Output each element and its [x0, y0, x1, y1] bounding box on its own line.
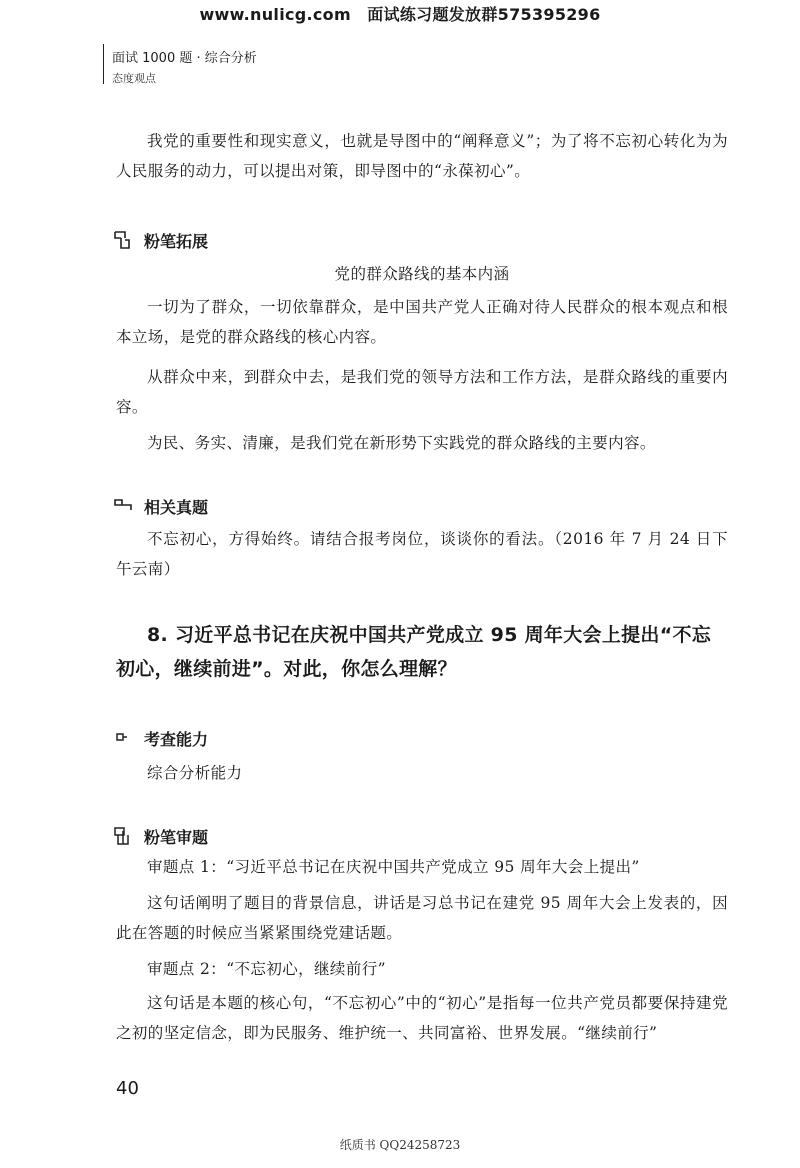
question-8: 8. 习近平总书记在庆祝中国共产党成立 95 周年大会上提出“不忘初心，继续前进”。对此，你怎么理解？ — [116, 624, 712, 680]
header-rule — [103, 44, 104, 84]
expansion-paragraph-2: 从群众中来，到群众中去，是我们党的领导方法和工作方法，是群众路线的重要内容。 — [116, 368, 728, 416]
review-point-1-title: 审题点 1：“习近平总书记在庆祝中国共产党成立 95 周年大会上提出” — [147, 858, 640, 876]
continuation-paragraph: 我党的重要性和现实意义，也就是导图中的“阐释意义”；为了将不忘初心转化为为人民服务的动力，可以提出对策，即导图中的“永葆初心”。 — [116, 132, 728, 180]
expansion-icon — [112, 229, 134, 251]
related-question: 不忘初心，方得始终。请结合报考岗位，谈谈你的看法。（2016 年 7 月 24 日下午云南） — [116, 530, 728, 578]
expansion-label: 粉笔拓展 — [144, 231, 209, 251]
related-label: 相关真题 — [144, 497, 209, 517]
page-number: 40 — [116, 1078, 139, 1099]
ability-text: 综合分析能力 — [147, 764, 243, 782]
review-point-2-title: 审题点 2：“不忘初心，继续前行” — [147, 960, 386, 978]
expansion-paragraph-1: 一切为了群众，一切依靠群众，是中国共产党人正确对待人民群众的根本观点和根本立场，是党的群众路线的核心内容。 — [116, 298, 728, 346]
top-banner: www.nulicg.com 面试练习题发放群575395296 — [199, 5, 601, 24]
expansion-title: 党的群众路线的基本内涵 — [334, 265, 510, 283]
review-point-1-text: 这句话阐明了题目的背景信息，讲话是习总书记在建党 95 周年大会上发表的，因此在答题的时候应当紧紧围绕党建话题。 — [116, 894, 728, 942]
related-heading — [112, 494, 208, 518]
running-header-subtitle: 态度观点 — [112, 72, 156, 85]
review-icon — [112, 825, 134, 847]
expansion-paragraph-3: 为民、务实、清廉，是我们党在新形势下实践党的群众路线的主要内容。 — [147, 434, 656, 452]
review-label: 粉笔审题 — [144, 827, 209, 847]
ability-label: 考查能力 — [144, 729, 209, 749]
related-icon — [112, 495, 134, 517]
running-header-title: 面试 1000 题 · 综合分析 — [112, 51, 257, 66]
review-heading — [112, 824, 208, 848]
expansion-heading — [112, 228, 208, 252]
footer-watermark: 纸质书 QQ24258723 — [339, 1138, 461, 1152]
review-point-2-text: 这句话是本题的核心句，“不忘初心”中的“初心”是指每一位共产党员都要保持建党之初的坚定信念，即为民服务、维护统一、共同富裕、世界发展。“继续前行” — [116, 994, 728, 1042]
ability-heading — [112, 726, 208, 750]
ability-icon — [112, 727, 134, 749]
